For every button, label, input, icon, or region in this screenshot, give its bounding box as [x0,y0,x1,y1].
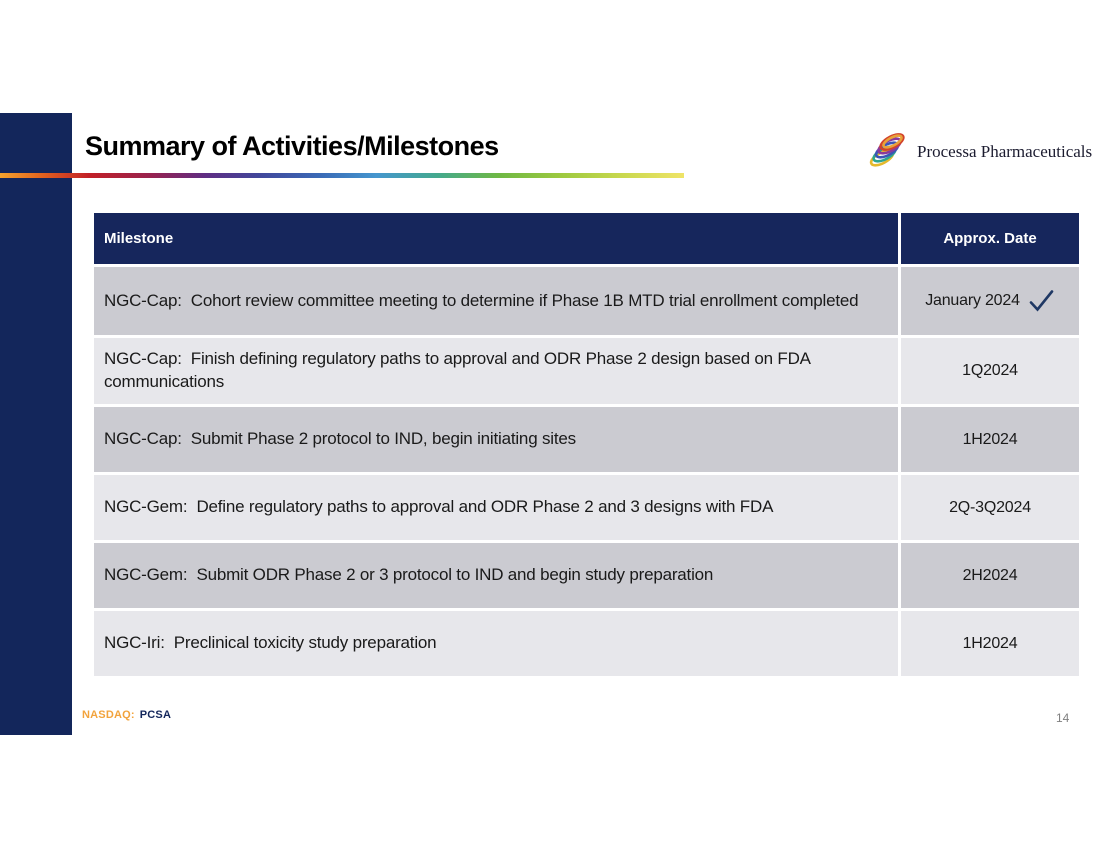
completed-check-icon [1028,289,1055,313]
milestone-cell: NGC-Cap: Finish defining regulatory paths to approval and ODR Phase 2 design based on FDA communications [94,338,898,404]
approx-date-value: 1H2024 [962,430,1018,448]
milestone-cell: NGC-Iri: Preclinical toxicity study preparation [94,611,898,676]
milestone-cell: NGC-Gem: Submit ODR Phase 2 or 3 protocol to IND and begin study preparation [94,543,898,608]
column-header-approx-date: Approx. Date [901,213,1079,264]
sidebar-accent-bar [0,113,72,735]
company-logo [867,128,1092,175]
title-underline-gradient [0,173,684,178]
approx-date-cell [901,338,1079,404]
approx-date-value: 1H2024 [962,634,1018,652]
milestone-cell: NGC-Cap: Cohort review committee meeting to determine if Phase 1B MTD trial enrollment completed [94,267,898,335]
column-header-milestone: Milestone [94,213,898,264]
page-number: 14 [1056,711,1070,725]
exchange-label: NASDAQ: [82,709,135,721]
approx-date-value: 2H2024 [962,566,1018,584]
milestone-cell: NGC-Gem: Define regulatory paths to approval and ODR Phase 2 and 3 designs with FDA [94,475,898,540]
approx-date-cell [901,267,1079,335]
stock-ticker [82,709,171,721]
milestone-cell: NGC-Cap: Submit Phase 2 protocol to IND, begin initiating sites [94,407,898,472]
milestones-table [94,213,1079,676]
approx-date-value: January 2024 [925,292,1020,309]
approx-date-cell [901,407,1079,472]
approx-date-value: 1Q2024 [962,362,1018,379]
approx-date-cell [901,611,1079,676]
swirl-rings-logo-icon [867,128,909,175]
page-title: Summary of Activities/Milestones [85,131,499,161]
logo-company-name: Processa Pharmaceuticals [917,141,1093,161]
ticker-symbol: PCSA [139,709,172,721]
approx-date-value: 2Q-3Q2024 [949,498,1031,516]
approx-date-cell [901,475,1079,540]
approx-date-cell [901,543,1079,608]
